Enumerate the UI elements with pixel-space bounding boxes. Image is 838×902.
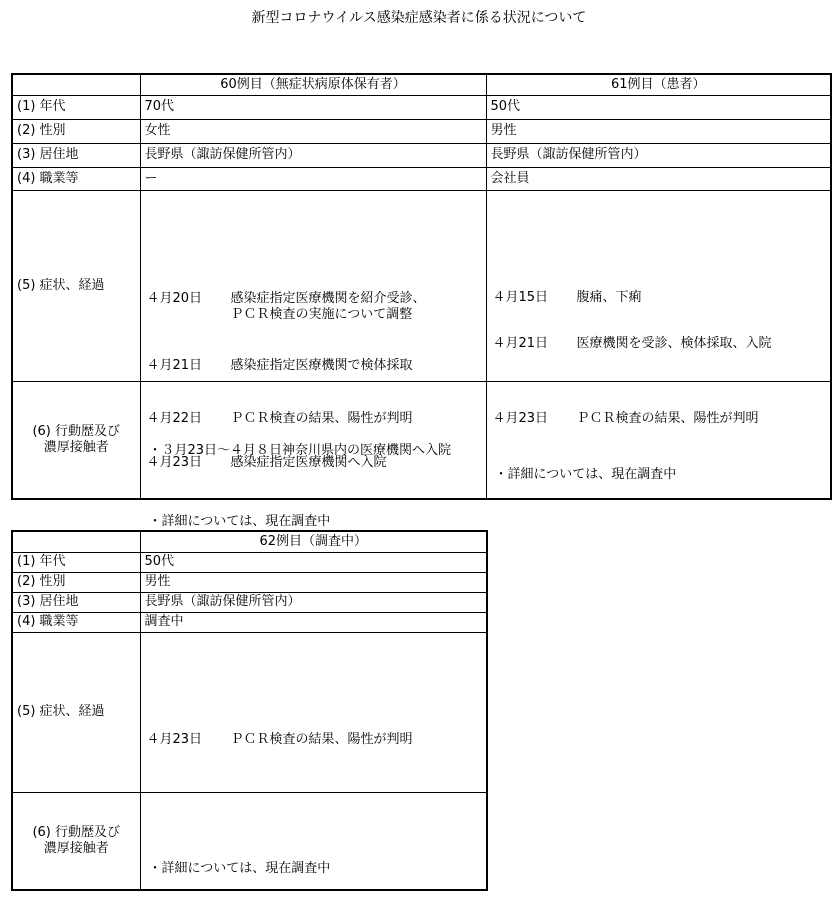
case62-sex: 男性 <box>140 572 487 592</box>
timeline-event <box>493 290 642 306</box>
event-text: 感染症指定医療機関へ入院 <box>230 454 387 470</box>
occupation-row <box>12 167 831 190</box>
symptoms-row <box>12 190 831 381</box>
case60-residence: 長野県（諏訪保健所管内） <box>140 143 486 167</box>
event-text: 医療機関を受診、検体採取、入院 <box>576 335 772 351</box>
occupation-row <box>12 612 487 632</box>
sex-row <box>12 119 831 143</box>
event-date: ４月21日 <box>146 357 203 373</box>
sex-label: (2) 性別 <box>12 119 140 143</box>
history-item: ・詳細については、現在調査中 <box>148 860 331 876</box>
case62-age: 50代 <box>140 552 487 572</box>
timeline-event <box>147 291 426 323</box>
sex-label: (2) 性別 <box>12 572 140 592</box>
history-label-line1: (6) 行動歴及び <box>32 824 121 840</box>
event-text: ＰＣＲ検査の結果、陽性が判明 <box>230 410 413 426</box>
age-row <box>12 95 831 119</box>
case62-occupation: 調査中 <box>140 612 487 632</box>
event-date: ４月23日 <box>492 410 549 426</box>
case60-occupation: ー <box>140 167 486 190</box>
history-label-line2: 濃厚接触者 <box>43 439 109 455</box>
event-text: ＰＣＲ検査の結果、陽性が判明 <box>576 410 759 426</box>
event-text: 腹痛、下痢 <box>576 289 642 305</box>
history-row <box>12 792 487 890</box>
history-row <box>12 381 831 499</box>
timeline-event <box>147 732 413 748</box>
cases-60-61-table <box>11 73 832 529</box>
history-item: ・詳細については、現在調査中 <box>494 466 677 482</box>
age-row <box>12 552 487 572</box>
case60-header: 60例目（無症状病原体保有者） <box>140 74 486 95</box>
history-label-line1: (6) 行動歴及び <box>32 423 121 439</box>
case61-header: 61例目（患者） <box>486 74 831 95</box>
occupation-label: (4) 職業等 <box>12 612 140 632</box>
event-text: ＰＣＲ検査の実施について調整 <box>230 306 413 322</box>
age-label: (1) 年代 <box>12 552 140 572</box>
event-date: ４月20日 <box>146 290 203 306</box>
case61-age: 50代 <box>486 95 831 119</box>
residence-label: (3) 居住地 <box>12 592 140 612</box>
timeline-event <box>493 336 772 352</box>
symptoms-label: (5) 症状、経過 <box>12 632 140 792</box>
timeline-event <box>147 358 413 374</box>
case60-age: 70代 <box>140 95 486 119</box>
event-date: ４月22日 <box>146 410 203 426</box>
sex-row <box>12 572 487 592</box>
event-text: ＰＣＲ検査の結果、陽性が判明 <box>230 732 413 747</box>
timeline-event <box>493 411 759 427</box>
document-title: 新型コロナウイルス感染症感染者に係る状況について <box>251 10 587 26</box>
corner-cell <box>12 531 140 552</box>
history-label-line2: 濃厚接触者 <box>43 840 109 856</box>
case-62-table <box>11 530 488 891</box>
case60-history <box>140 381 486 529</box>
residence-label: (3) 居住地 <box>12 143 140 167</box>
occupation-label: (4) 職業等 <box>12 167 140 190</box>
timeline-event <box>147 411 413 427</box>
event-date: ４月23日 <box>146 454 203 470</box>
corner-cell <box>12 74 140 95</box>
case61-history <box>486 381 831 499</box>
history-item: ・詳細については、現在調査中 <box>148 513 331 529</box>
symptoms-row <box>12 632 487 792</box>
case61-occupation: 会社員 <box>486 167 831 190</box>
case61-residence: 長野県（諏訪保健所管内） <box>486 143 831 167</box>
symptoms-label: (5) 症状、経過 <box>12 190 140 381</box>
history-label <box>12 381 140 499</box>
case61-timeline <box>486 190 831 426</box>
residence-row <box>12 143 831 167</box>
header-row <box>12 531 487 552</box>
event-date: ４月21日 <box>492 335 549 351</box>
event-date: ４月15日 <box>492 289 549 305</box>
case60-sex: 女性 <box>140 119 486 143</box>
event-date: ４月23日 <box>146 732 203 747</box>
event-text: 感染症指定医療機関で検体採取 <box>230 357 413 373</box>
age-label: (1) 年代 <box>12 95 140 119</box>
event-text: 感染症指定医療機関を紹介受診、 <box>230 290 426 306</box>
history-item: ・３月23日～４月８日神奈川県内の医療機関へ入院 <box>148 442 452 458</box>
case62-history <box>140 792 487 890</box>
history-label <box>12 792 140 890</box>
case62-residence: 長野県（諏訪保健所管内） <box>140 592 487 612</box>
residence-row <box>12 592 487 612</box>
case62-timeline <box>140 632 487 792</box>
header-row <box>12 74 831 95</box>
case62-header: 62例目（調査中） <box>140 531 487 552</box>
case61-sex: 男性 <box>486 119 831 143</box>
